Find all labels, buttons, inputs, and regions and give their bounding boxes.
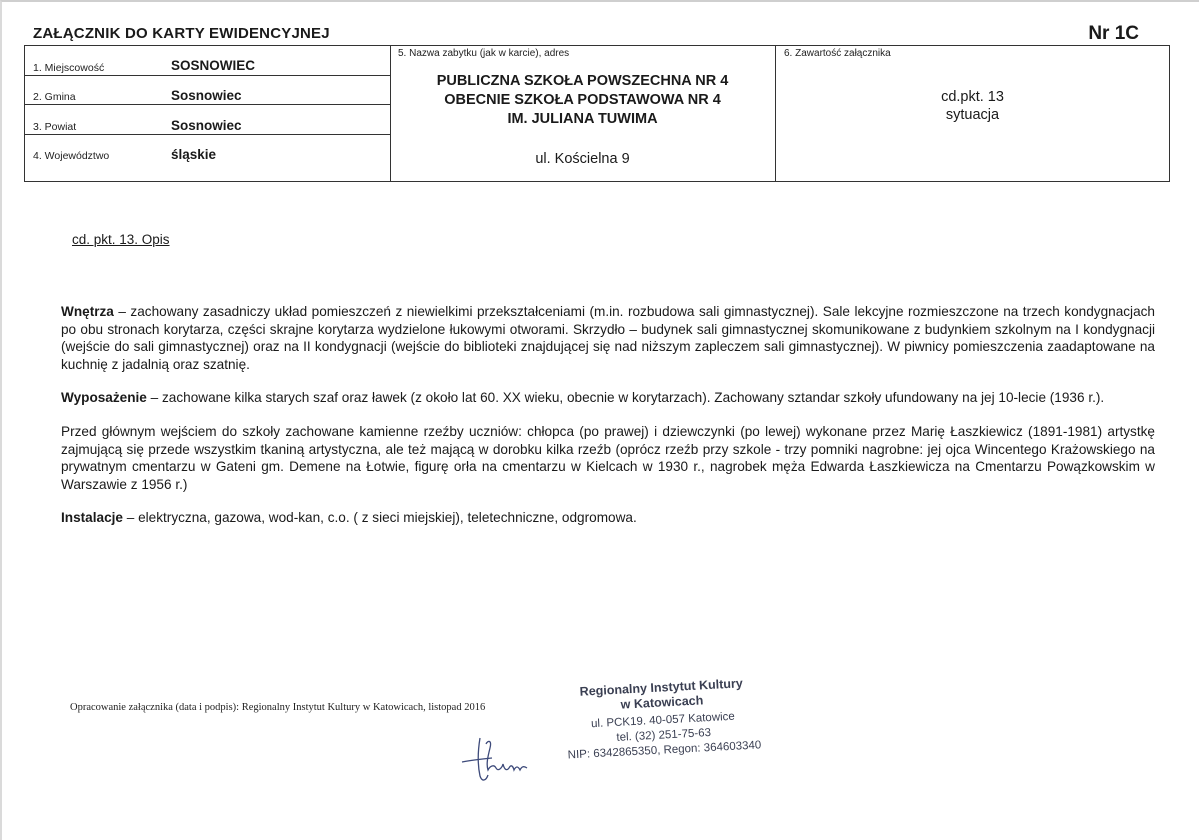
contents-value <box>776 88 1169 124</box>
paragraph-installations <box>61 509 1155 527</box>
locality-row <box>25 46 390 76</box>
voivodeship-row <box>25 135 390 181</box>
handwritten-signature <box>458 732 538 788</box>
locality-label: 1. Miejscowość <box>33 62 105 74</box>
description-body <box>61 303 1155 543</box>
location-column <box>25 46 391 181</box>
monument-address: ul. Kościelna 9 <box>535 151 630 167</box>
institution-stamp <box>556 675 770 764</box>
paragraph-text: – zachowane kilka starych szaf oraz ławek (z około lat 60. XX wieku, obecnie w korytarzach). Zachowany sztandar szkoły ufundowany na jej 10-lecie (1936 r.). <box>146 390 1105 406</box>
contents-column <box>776 46 1169 181</box>
paragraph-text: – elektryczna, gazowa, wod-kan, c.o. ( z sieci miejskiej), teletechniczne, odgromowa. <box>122 510 637 526</box>
stamp-city: w Katowicach <box>620 693 704 712</box>
paragraph-text: Przed głównym wejściem do szkoły zachowane kamienne rzeźby uczniów: chłopca (po prawej) i dziewczynki (po lewej) wykonane przez Marię Łaszkiewicz (1891-1981) artystkę zajmującą się przede wszystkim tkaniną artystyczna, ale też mającą w dorobku kilka rzeźb (oprócz rzeźb przy szkole - trzy pomniki nagrobne: jej ojca Wincentego Krażowskiego na prywatnym cmentarzu w Gateni gm. Demene na Łotwie, figurę orła na cmentarzu w Kielcach w 1930 r., nagrobek męża Edwarda Łaszkiewicza na Cmentarzu Powązkowskim w Warszawie z 1956 r.) <box>61 423 1155 492</box>
paragraph-interiors <box>61 303 1155 373</box>
monument-caption: 5. Nazwa zabytku (jak w karcie), adres <box>398 48 570 59</box>
county-label: 3. Powiat <box>33 121 77 133</box>
stamp-phone: tel. (32) 251-75-63 <box>616 726 712 744</box>
record-form-table <box>24 45 1170 182</box>
voivodeship-label: 4. Województwo <box>33 150 110 162</box>
commune-value: Sosnowiec <box>171 88 242 103</box>
paragraph-lead: Instalacje <box>61 510 123 526</box>
stamp-tax-ids: NIP: 6342865350, Regon: 364603340 <box>567 739 762 762</box>
document-title: ZAŁĄCZNIK DO KARTY EWIDENCYJNEJ <box>33 25 330 42</box>
paragraph-text: – zachowany zasadniczy układ pomieszczeń z niewielkimi przekształceniami (m.in. rozbudowa sali gimnastycznej). Sale lekcyjne rozmieszczone na trzech kondygnacjach po obu stronach korytarza, części skrajne korytarza wydzielone łukowymi otworami. Skrzydło – budynek sali gimnastycznej skomunikowane z budynkiem szkolnym na I kondygnacji (wejście do sali gimnastycznej) oraz na II kondygnacji (wejście do biblioteki znajdującej się nad niższym zapleczem sali gimnastycznej). W piwnicy pomieszczenia zaadaptowane na kuchnię z jadalnią oraz szatnię. <box>61 304 1155 372</box>
stamp-address: ul. PCK19. 40-057 Katowice <box>590 710 736 731</box>
commune-label: 2. Gmina <box>33 91 76 103</box>
contents-line-2: sytuacja <box>945 107 1000 123</box>
monument-name-line-2: OBECNIE SZKOŁA PODSTAWOWA NR 4 <box>444 92 721 108</box>
paragraph-lead: Wnętrza <box>61 304 114 319</box>
attachment-number: Nr 1C <box>1088 23 1139 44</box>
contents-caption: 6. Zawartość załącznika <box>784 48 891 59</box>
paragraph-lead: Wyposażenie <box>61 390 147 406</box>
monument-name <box>390 72 775 129</box>
voivodeship-value: śląskie <box>171 147 217 162</box>
paragraph-equipment <box>61 389 1155 407</box>
paragraph-sculptures <box>61 423 1155 493</box>
prepared-by-label: Opracowanie załącznika (data i podpis): Regionalny Instytut Kultury w Katowicach, listopad 2016 <box>70 702 486 713</box>
monument-name-line-3: IM. JULIANA TUWIMA <box>507 111 658 127</box>
stamp-institution-name: Regionalny Instytut Kultury <box>579 676 744 699</box>
monument-column <box>390 46 776 181</box>
county-value: Sosnowiec <box>171 118 242 133</box>
county-row <box>25 105 390 135</box>
locality-value: SOSNOWIEC <box>171 58 256 73</box>
monument-name-line-1: PUBLICZNA SZKOŁA POWSZECHNA NR 4 <box>436 73 729 89</box>
section-heading: cd. pkt. 13. Opis <box>72 232 170 247</box>
contents-line-1: cd.pkt. 13 <box>941 89 1004 105</box>
commune-row <box>25 76 390 105</box>
